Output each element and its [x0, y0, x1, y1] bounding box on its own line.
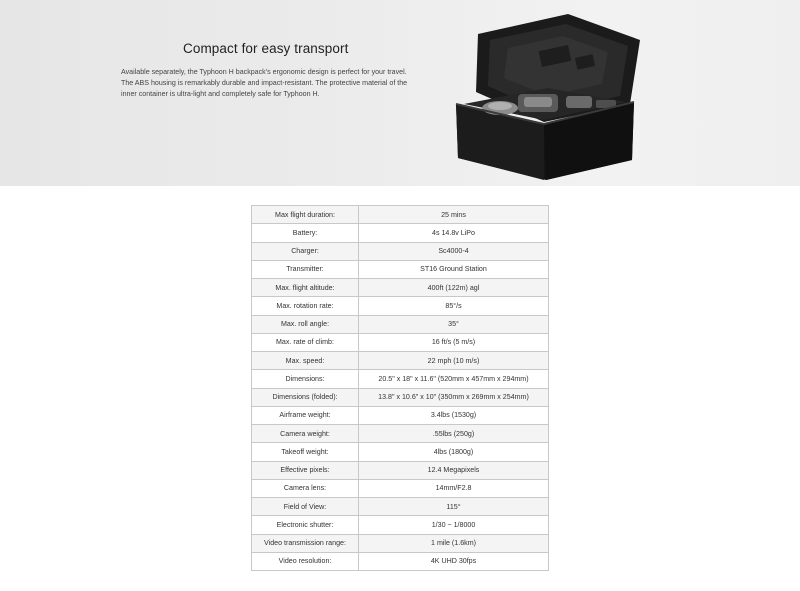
spec-label: Max. roll angle:	[252, 315, 359, 333]
spec-row	[252, 388, 549, 406]
spec-value: 3.4lbs (1530g)	[359, 406, 549, 424]
spec-value: 25 mins	[359, 206, 549, 224]
spec-value: 4K UHD 30fps	[359, 552, 549, 570]
spec-row	[252, 224, 549, 242]
spec-label: Charger:	[252, 242, 359, 260]
banner-title: Compact for easy transport	[183, 41, 349, 56]
spec-label: Airframe weight:	[252, 406, 359, 424]
spec-label: Electronic shutter:	[252, 516, 359, 534]
spec-row	[252, 315, 549, 333]
spec-value: Sc4000-4	[359, 242, 549, 260]
spec-row	[252, 352, 549, 370]
spec-label: Takeoff weight:	[252, 443, 359, 461]
spec-value: 4s 14.8v LiPo	[359, 224, 549, 242]
spec-row	[252, 279, 549, 297]
spec-label: Max flight duration:	[252, 206, 359, 224]
spec-value: 115°	[359, 498, 549, 516]
spec-label: Video transmission range:	[252, 534, 359, 552]
spec-row	[252, 425, 549, 443]
spec-label: Video resolution:	[252, 552, 359, 570]
spec-value: 13.8" x 10.6" x 10" (350mm x 269mm x 254mm)	[359, 388, 549, 406]
spec-row	[252, 333, 549, 351]
spec-value: ST16 Ground Station	[359, 260, 549, 278]
spec-value: 400ft (122m) agl	[359, 279, 549, 297]
spec-row	[252, 516, 549, 534]
spec-row	[252, 370, 549, 388]
spec-value: 4lbs (1800g)	[359, 443, 549, 461]
spec-row	[252, 406, 549, 424]
drone-case-image	[448, 12, 648, 182]
spec-label: Dimensions:	[252, 370, 359, 388]
product-banner	[0, 0, 800, 186]
spec-label: Transmitter:	[252, 260, 359, 278]
spec-label: Battery:	[252, 224, 359, 242]
spec-row	[252, 297, 549, 315]
spec-value: 20.5" x 18" x 11.6" (520mm x 457mm x 294mm)	[359, 370, 549, 388]
spec-row	[252, 552, 549, 570]
spec-value: .55lbs (250g)	[359, 425, 549, 443]
spec-row	[252, 534, 549, 552]
spec-label: Max. speed:	[252, 352, 359, 370]
spec-row	[252, 206, 549, 224]
spec-value: 22 mph (10 m/s)	[359, 352, 549, 370]
banner-description: Available separately, the Typhoon H backpack's ergonomic design is perfect for your travel. The ABS housing is remarkably durable and impact-resistant. The protective material of the inner container is ultra-light and completely safe for Typhoon H.	[121, 68, 408, 98]
specifications-table	[251, 205, 549, 571]
spec-label: Camera weight:	[252, 425, 359, 443]
spec-label: Max. rotation rate:	[252, 297, 359, 315]
spec-label: Dimensions (folded):	[252, 388, 359, 406]
spec-row	[252, 443, 549, 461]
spec-label: Max. rate of climb:	[252, 333, 359, 351]
spec-row	[252, 461, 549, 479]
spec-row	[252, 479, 549, 497]
spec-value: 1 mile (1.6km)	[359, 534, 549, 552]
spec-row	[252, 242, 549, 260]
spec-value: 14mm/F2.8	[359, 479, 549, 497]
spec-row	[252, 498, 549, 516]
spec-row	[252, 260, 549, 278]
spec-label: Camera lens:	[252, 479, 359, 497]
spec-value: 16 ft/s (5 m/s)	[359, 333, 549, 351]
spec-label: Field of View:	[252, 498, 359, 516]
spec-value: 1/30 ~ 1/8000	[359, 516, 549, 534]
spec-label: Effective pixels:	[252, 461, 359, 479]
spec-value: 12.4 Megapixels	[359, 461, 549, 479]
spec-label: Max. flight altitude:	[252, 279, 359, 297]
spec-value: 85°/s	[359, 297, 549, 315]
spec-value: 35°	[359, 315, 549, 333]
